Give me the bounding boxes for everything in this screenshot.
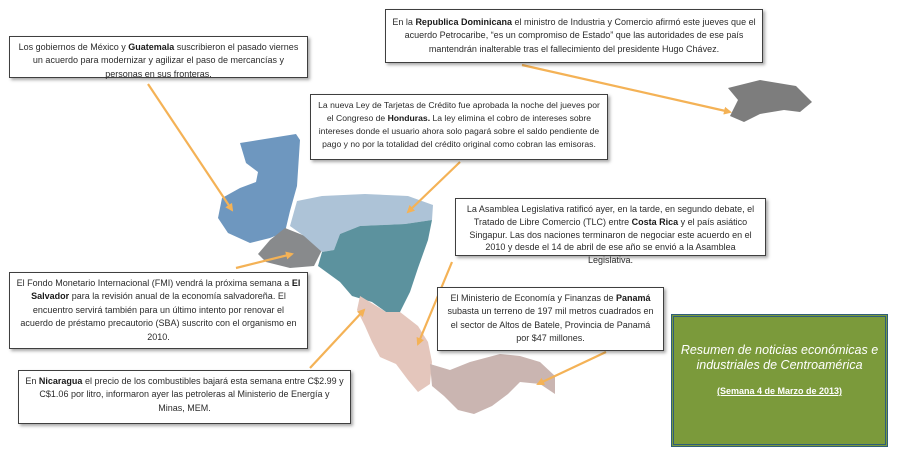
country-name: Nicaragua (38, 376, 83, 386)
box-text-pre: La Asamblea Legislativa ratificó ayer, en la tarde, en segundo debate, el Tratado de Libre Comercio (TLC) entre (466, 204, 755, 227)
country-name: Costa Rica (631, 216, 679, 227)
news-box-honduras (310, 94, 608, 160)
box-text-post: subasta un terreno de 197 mil metros cuadrados en el sector de Altos de Batele, Provincia de Panamá por $47 millones. (447, 306, 654, 344)
box-text-post: el precio de los combustibles bajará esta semana entre C$2.99 y C$1.06 por litro, informaron ayer las petroleras al Ministerio de Energía y Minas, MEM. (39, 376, 344, 413)
country-name: Honduras. (387, 113, 431, 123)
country-name: Republica Dominicana (415, 17, 512, 27)
dominicana-shape (728, 80, 812, 122)
box-text-pre: El Ministerio de Economía y Finanzas de (450, 293, 617, 303)
arrow-panama (538, 352, 606, 384)
box-text-post: para la revisión anual de la economía salvadoreña. El encuentro servirá también para un último intento por renovar el acuerdo de préstamo precautorio (SBA) suscrito con el organismo en 2010. (20, 291, 297, 342)
summary-panel (671, 314, 888, 447)
box-text-post: el ministro de Industria y Comercio afirmó este jueves que el acuerdo Petrocaribe, “es un compromiso de Estado” que las autoridades de ese país mantendrán inalterable tras el fallecimiento del presidente Hugo Chávez. (404, 17, 756, 54)
news-box-guatemala (9, 36, 308, 78)
box-text-pre: En (25, 376, 39, 386)
summary-subtitle: (Semana 4 de Marzo de 2013) (716, 386, 843, 396)
arrow-honduras (408, 162, 460, 212)
box-text-pre: El Fondo Monetario Internacional (FMI) vendrá la próxima semana a (16, 278, 292, 288)
box-text-pre: Los gobiernos de México y (18, 42, 129, 52)
box-text-post: La ley elimina el cobro de intereses sobre intereses donde el usuario ahora solo pagará sobre el saldo pendiente de pago y no por la totalidad del crédito original como cobran las emisoras. (318, 113, 600, 149)
guatemala-shape (218, 134, 300, 243)
box-text-pre: En la (392, 17, 416, 27)
summary-title: Resumen de noticias económicas e industriales de Centroamérica (680, 343, 879, 372)
arrow-guatemala (148, 84, 232, 210)
box-text-post: suscribieron el pasado viernes un acuerdo para modernizar y agilizar el paso de mercancías y personas en sus fronteras. (32, 42, 299, 79)
country-name: Guatemala (128, 42, 175, 52)
news-box-panama (437, 287, 664, 351)
news-box-nicaragua (18, 370, 351, 424)
country-name: Panamá (616, 293, 651, 303)
arrow-nicaragua (310, 310, 364, 368)
panama-shape (430, 354, 555, 414)
country-name: El Salvador (31, 278, 301, 302)
news-box-costarica (455, 198, 766, 266)
news-box-elsalvador (9, 272, 308, 349)
box-text-post: y el país asiático Singapur. Las dos naciones terminaron de negociar este acuerdo en el 2010 y desde el 14 de abril de ese año se envió a la Asamblea Legislativa. (469, 216, 752, 266)
box-text-pre: La nueva Ley de Tarjetas de Crédito fue aprobada la noche del jueves por el Congreso de (318, 100, 600, 123)
news-box-dominicana (385, 9, 763, 63)
